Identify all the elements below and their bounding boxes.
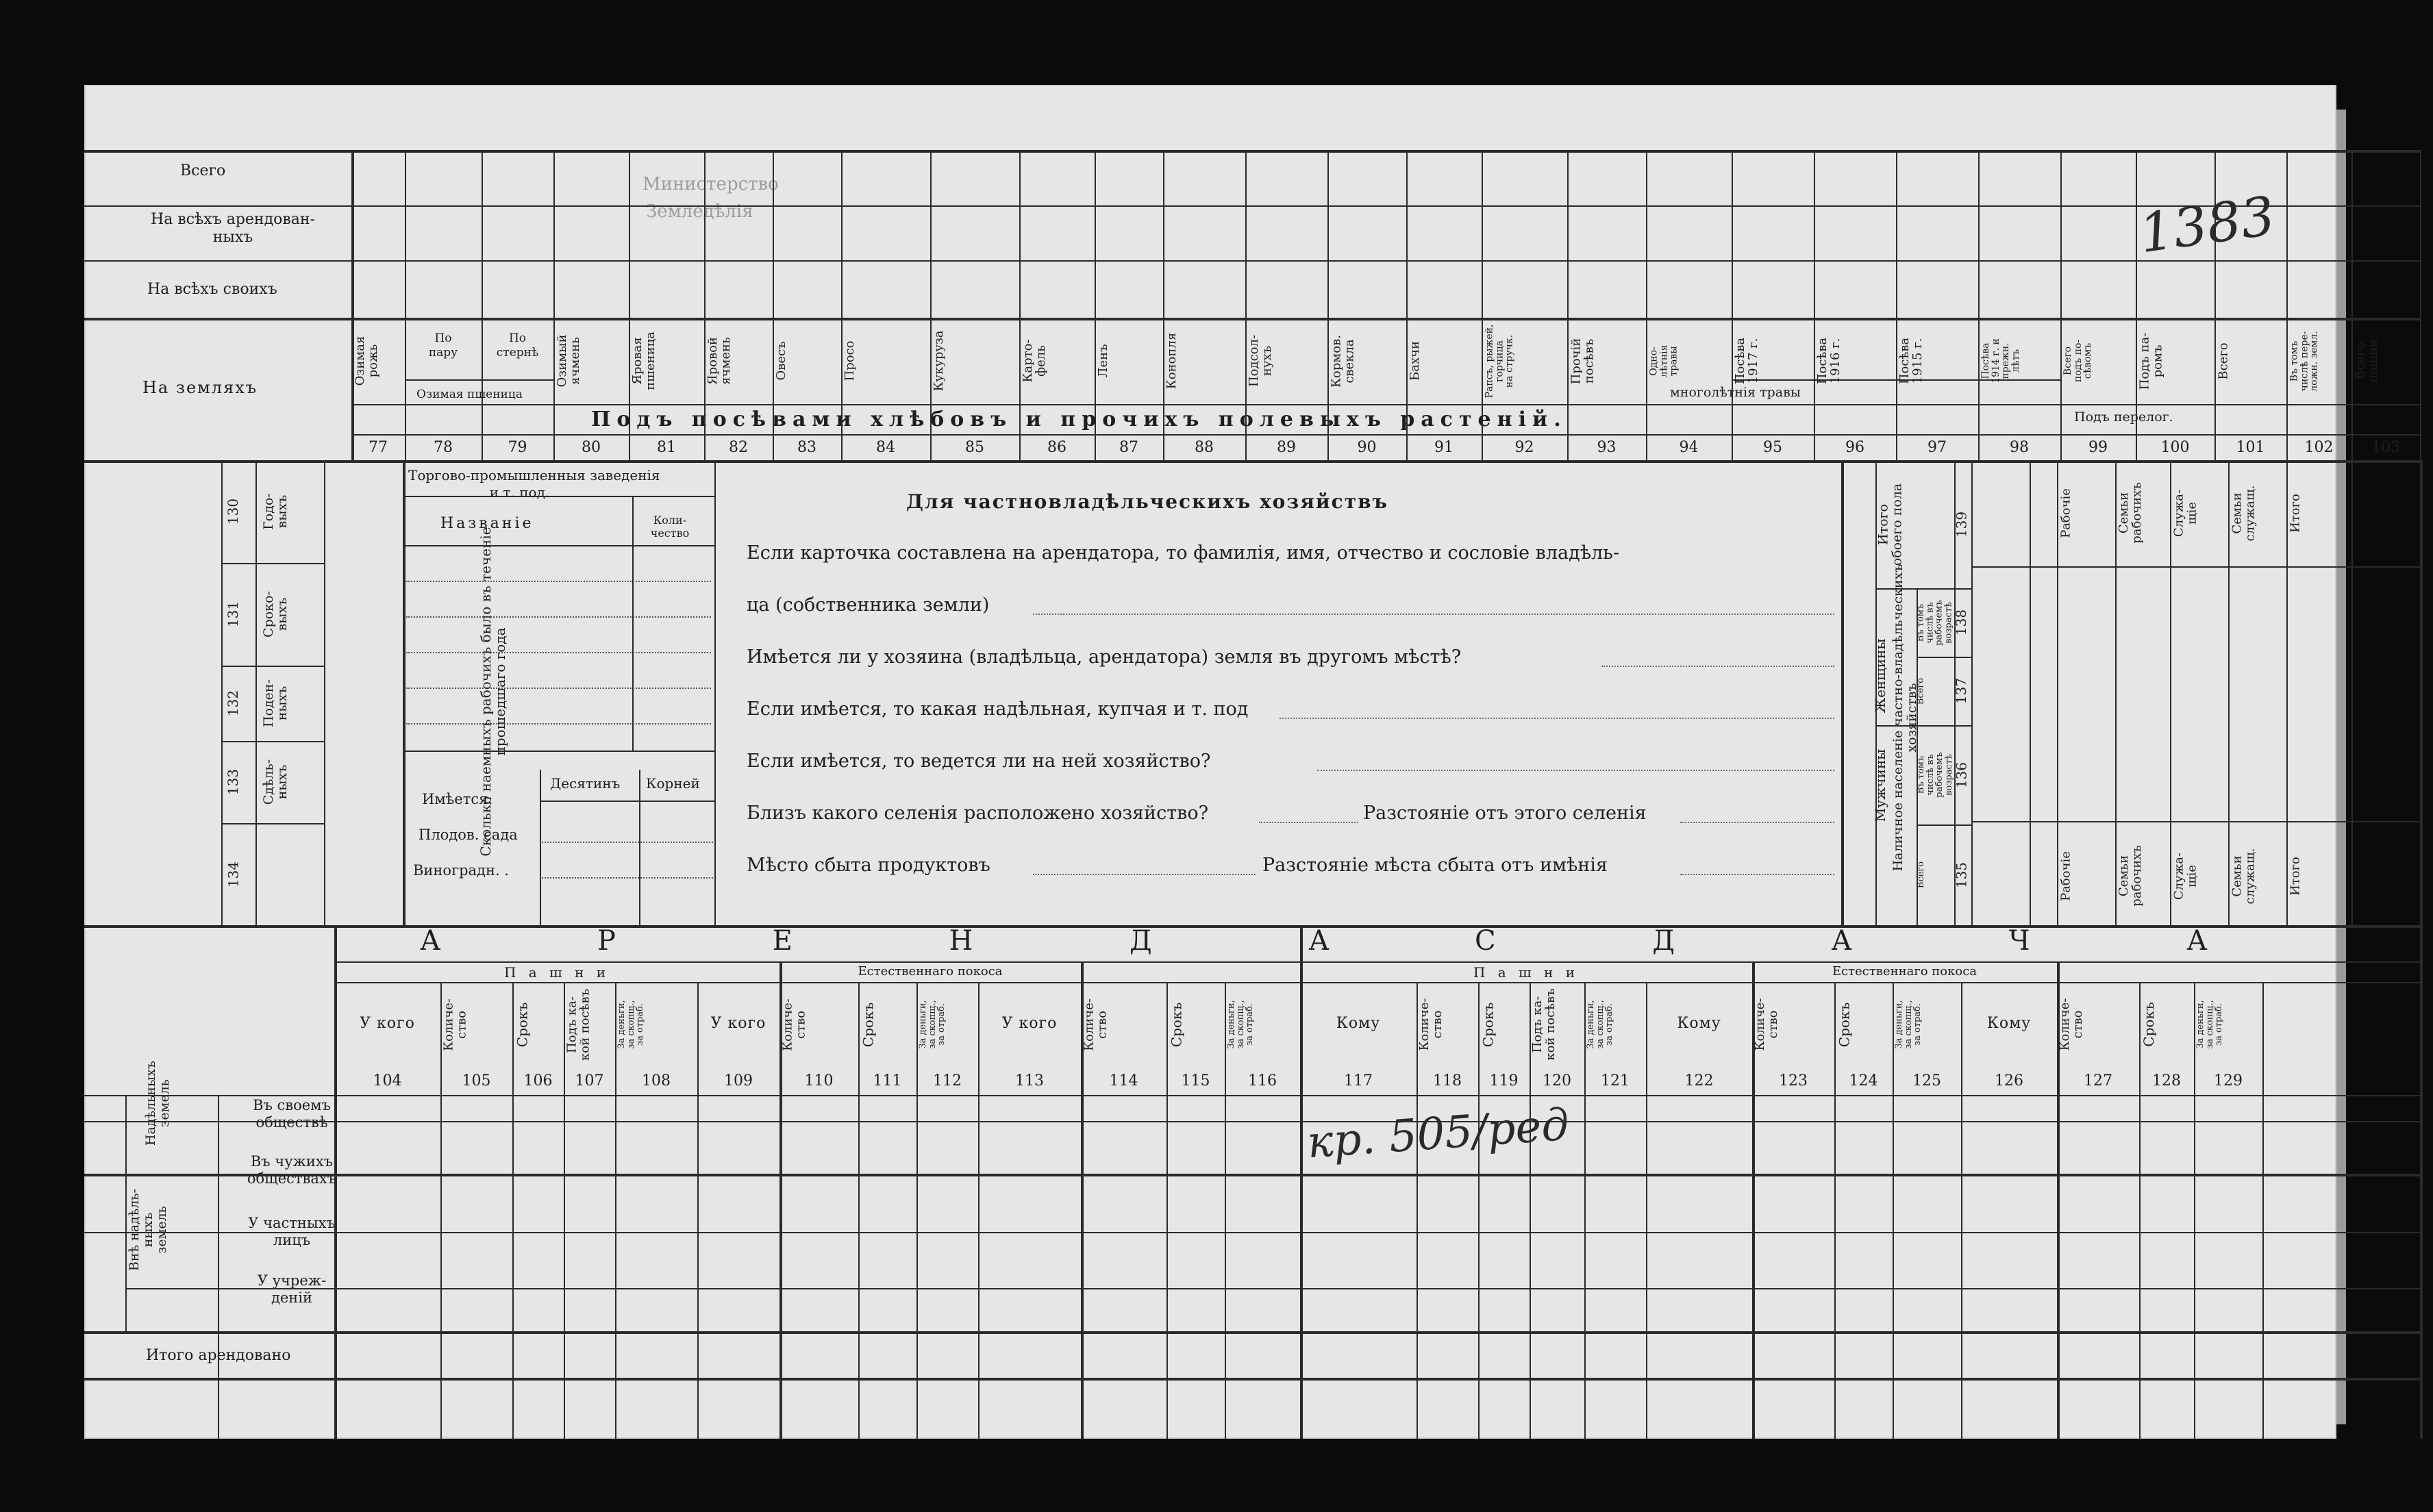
lease-col-105-label: Количе- ство [441, 998, 469, 1051]
crop-col-96-number: 96 [1845, 439, 1864, 456]
private-line-6a: Близъ какого селенія расположено хозяйство? [747, 803, 1209, 824]
col-line [1163, 150, 1164, 460]
crop-col-88-number: 88 [1195, 439, 1214, 456]
crop-col-100-label: Подъ па- ромъ [2137, 332, 2164, 390]
pod-perelog-label: Подъ перелог. [2074, 410, 2173, 425]
lease-col [978, 982, 980, 1439]
lease-col-117-label: Кому [1336, 1015, 1381, 1032]
col-line [773, 150, 774, 460]
lease-col [1646, 982, 1647, 1439]
handwritten-page-number: 1383 [2135, 185, 2279, 266]
right-col-top-1: Семьи рабочихъ [2117, 482, 2144, 544]
row-line [84, 1121, 2420, 1122]
lease-col-129-number: 129 [2214, 1072, 2243, 1089]
orch-col [639, 770, 640, 925]
crop-col-78-label: По пару [428, 331, 458, 360]
lease-col [1893, 982, 1894, 1439]
hired-workers-title: Сколько наемныхъ рабочихъ было въ теченіе прошедшаго года [477, 527, 508, 857]
lease-col-118-label: Количе- ство [1417, 998, 1445, 1051]
lease-col-127-label: Количе- ство [2058, 998, 2085, 1051]
lease-col-119-number: 119 [1489, 1072, 1519, 1089]
vne-nadel-label: Внѣ надѣль- ныхъ земель [127, 1188, 169, 1272]
lease-col-106-number: 106 [523, 1072, 553, 1089]
torg-row-dotted [406, 616, 711, 618]
lease-col [1225, 982, 1226, 1439]
lease-col-106-label: Срокъ [514, 1002, 530, 1047]
census-card [84, 85, 2400, 1439]
private-title: Для частновладѣльческихъ хозяйствъ [906, 490, 1389, 513]
crop-col-99-number: 99 [2088, 439, 2108, 456]
plodov-sada-label: Плодов. сада [419, 827, 518, 843]
crop-col-93-number: 93 [1597, 439, 1617, 456]
crop-col-77-number: 77 [369, 439, 388, 456]
lease-col [697, 982, 699, 1439]
col-line [2136, 150, 2137, 460]
torg-row-dotted [406, 688, 711, 689]
lease-col-115-label: Срокъ [1168, 1002, 1184, 1047]
orch-col [540, 770, 541, 925]
crop-col-102-number: 102 [2304, 439, 2334, 456]
zhenshchiny-label: Женщины [1872, 638, 1888, 714]
private-line-1: Если карточка составлена на арендатора, то фамилія, имя, отчество и сословіе владѣль- [747, 542, 1619, 564]
crop-col-83-number: 83 [797, 439, 816, 456]
hired-row-line [221, 823, 324, 824]
torg-row-dotted [406, 581, 711, 582]
col-line [1646, 150, 1647, 460]
col-line [1019, 150, 1021, 460]
arenda-heading: А Р Е Н Д А [420, 925, 1403, 957]
lease-col [1834, 982, 1836, 1439]
sub-line [405, 379, 553, 381]
hired-col-134-number: 134 [225, 861, 241, 887]
pop-line [1875, 588, 1971, 590]
desyatin-header: Десятинъ [550, 775, 621, 792]
top-border [84, 150, 2420, 153]
crop-col-88-label: Конопля [1164, 332, 1179, 390]
row-line [84, 260, 2420, 262]
crop-col-81-number: 81 [657, 439, 676, 456]
orch-row-dotted [542, 842, 713, 843]
crop-col-97-number: 97 [1927, 439, 1947, 456]
lease-col [2139, 982, 2141, 1439]
lease-col-108-label: За деньги, за скопщ., за отраб. [616, 1000, 646, 1049]
crop-col-87-label: Ленъ [1096, 344, 1110, 378]
crop-col-92-number: 92 [1514, 439, 1534, 456]
crop-col-90-number: 90 [1357, 439, 1377, 456]
farm-run-field[interactable] [1317, 770, 1834, 771]
pop-col-139-number: 139 [1953, 511, 1969, 538]
lease-col-129-label: За деньги, за скопщ., за отраб. [2195, 1000, 2225, 1049]
lease-col-114-label: Количе- ство [1082, 998, 1109, 1051]
mnogoletnie-travy-label: многолѣтнія травы [1670, 385, 1801, 400]
crop-col-91-number: 91 [1434, 439, 1453, 456]
crop-col-98-number: 98 [2010, 439, 2029, 456]
lease-col-126-number: 126 [1995, 1072, 2023, 1089]
land-type-field[interactable] [1280, 718, 1834, 719]
mid-col [255, 460, 257, 925]
lease-col [1417, 982, 1418, 1439]
crop-col-82-number: 82 [729, 439, 748, 456]
pop-col [1971, 460, 1973, 588]
korney-header: Корней [646, 775, 700, 792]
crop-col-94-number: 94 [1679, 439, 1699, 456]
lease-col-121-number: 121 [1601, 1072, 1630, 1089]
lease-col [1478, 982, 1480, 1439]
lease-col-107-number: 107 [575, 1072, 604, 1089]
row-line [84, 1174, 2420, 1176]
group-line [334, 961, 2420, 963]
orch-row-dotted [542, 877, 713, 879]
lease-col-104-label: У кого [360, 1015, 415, 1032]
crop-col-89-label: Подсол- нухъ [1247, 334, 1274, 388]
row-svoikh-label: На всѣхъ своихъ [147, 281, 277, 298]
lease-col-124-number: 124 [1849, 1072, 1878, 1089]
crop-col-91-label: Бахчи [1408, 341, 1422, 381]
crop-col-79-number: 79 [508, 439, 527, 456]
crop-col-95-label: Посѣва 1917 г. [1733, 337, 1760, 385]
lease-col [1752, 982, 1754, 1439]
crop-col-100-number: 100 [2160, 439, 2190, 456]
lease-col [2262, 982, 2264, 1439]
pop-col-138-label: Въ томъ числѣ въ рабочемъ возрастѣ [1915, 599, 1954, 646]
arenda-estestv-label: Естественнаго покоса [858, 964, 1003, 979]
col-line [704, 150, 706, 460]
village-field[interactable] [1259, 822, 1358, 823]
row-line [84, 1331, 2420, 1334]
hired-col-133-label: Сдѣль- ныхъ [261, 759, 290, 805]
lease-col-128-number: 128 [2152, 1072, 2181, 1089]
mid-col [324, 460, 325, 925]
col-line [2420, 150, 2421, 460]
col-line [351, 150, 354, 460]
sub-line [2214, 404, 2351, 405]
right-col-top-3: Семьи служащ. [2230, 485, 2257, 541]
col-line [841, 150, 843, 460]
crop-col-98-label: Посѣва 1914 г. и прежн. лѣтъ [1980, 338, 2022, 383]
lease-col [512, 982, 514, 1439]
ozimaya-pshenitsa-label: Озимая пшеница [416, 388, 523, 401]
mid-col [403, 460, 406, 925]
lease-col-112-number: 112 [933, 1072, 962, 1089]
arenda-pashni-label: П а ш н и [503, 964, 610, 981]
pop-col-136-number: 136 [1953, 761, 1969, 788]
bottom-row-2-label: Въ чужихъ обществахъ [247, 1153, 337, 1187]
lease-col-126-label: Кому [1986, 1015, 2032, 1032]
village-distance-field[interactable] [1680, 822, 1834, 823]
pop-col [1971, 588, 1973, 925]
vinogradnik-label: Виноградн. . [413, 862, 509, 879]
hired-col-132-label: Поден- ныхъ [261, 679, 290, 728]
col-line [1327, 150, 1329, 460]
hired-row-line [221, 741, 324, 742]
hired-col-131-label: Сроко- выхъ [261, 591, 290, 638]
hired-col-133-number: 133 [225, 768, 241, 796]
lease-col-125-number: 125 [1912, 1072, 1941, 1089]
lease-col-110-number: 110 [804, 1072, 834, 1089]
lease-col-123-number: 123 [1779, 1072, 1808, 1089]
lease-col-107-label: Подъ ка- кой посѣвъ [564, 988, 592, 1061]
row-na-zemlyakh-label: На земляхъ [142, 378, 258, 397]
crop-col-90-label: Кормов. свекла [1329, 334, 1356, 388]
col-line [405, 150, 406, 460]
nadel-zemel-label: Надѣльныхъ земель [143, 1060, 172, 1146]
lease-col [1300, 982, 1301, 1439]
bottom-col [125, 1095, 127, 1331]
sdacha-pashni-label: П а ш н и [1473, 964, 1580, 981]
right-col-bottom-1: Семьи рабочихъ [2117, 845, 2144, 907]
lease-col-105-number: 105 [462, 1072, 491, 1089]
crop-col-82-label: Яровой ячмень [706, 337, 733, 385]
lease-col-111-label: Срокъ [860, 1002, 876, 1047]
handwritten-note: кр. 505/ред [1305, 1099, 1571, 1169]
lease-col-127-number: 127 [2084, 1072, 2112, 1089]
col-line [1482, 150, 1483, 460]
lease-col-111-number: 111 [873, 1072, 902, 1089]
nazvanie-header: Названіе [440, 515, 534, 532]
lease-col-114-number: 114 [1109, 1072, 1138, 1089]
lease-col-124-label: Срокъ [1836, 1002, 1852, 1047]
right-col-bottom-0: Рабочіе [2058, 850, 2073, 901]
lease-col-104-number: 104 [373, 1072, 402, 1089]
col-line [1567, 150, 1569, 460]
pop-col-136-label: Въ томъ числѣ въ рабочемъ возрастѣ [1915, 752, 1954, 798]
col-line [2286, 150, 2288, 460]
crop-col-99-label: Всего подъ по- сѣвомъ [2062, 339, 2094, 383]
lease-col-121-label: За деньги, за скопщ., за отраб. [1586, 1000, 1615, 1049]
right-col-top-4: Итого [2288, 493, 2302, 533]
lease-col-112-label: За деньги, за скопщ., за отраб. [918, 1000, 947, 1049]
lease-col-115-number: 115 [1181, 1072, 1210, 1089]
stamp-line-1: Министерство [642, 174, 779, 194]
lease-col-116-number: 116 [1248, 1072, 1277, 1089]
col-line [1406, 150, 1408, 460]
crop-col-94-label: Одно- лѣтнія травы [1648, 344, 1680, 377]
lease-col-122-number: 122 [1684, 1072, 1714, 1089]
right-col-top-2: Служа- щіе [2171, 489, 2199, 537]
col-line [930, 150, 932, 460]
crop-col-89-number: 89 [1277, 439, 1296, 456]
bottom-row-3-label: У частныхъ лицъ [248, 1215, 336, 1249]
row-line [351, 434, 2420, 436]
lease-col [615, 982, 616, 1439]
row-line [84, 1378, 2420, 1381]
crop-col-103-label: Всего пашни [2353, 339, 2380, 383]
crop-col-85-number: 85 [965, 439, 984, 456]
crop-col-93-label: Прочій посѣвъ [1569, 338, 1596, 384]
pop-col-137-number: 137 [1953, 677, 1969, 705]
row-line [351, 404, 2420, 405]
pop-line [1917, 657, 1971, 658]
private-line-4: Если имѣется, то какая надѣльная, купчая и т. под [747, 698, 1249, 720]
mid-col [1841, 460, 1844, 925]
row-vsego-label: Всего [180, 162, 226, 179]
private-line-2: ца (собственника земли) [747, 594, 990, 616]
market-distance-field[interactable] [1680, 874, 1834, 875]
bottom-row-4-label: У учреж- деній [257, 1272, 327, 1307]
sdacha-estestv-label: Естественнаго покоса [1832, 964, 1977, 979]
pop-col-137-label: Всего [1915, 677, 1926, 705]
num-line [84, 1095, 2420, 1096]
lease-col-117-number: 117 [1344, 1072, 1373, 1089]
crop-col-86-label: Карто- фель [1021, 339, 1048, 383]
crop-col-79-label: По стернѣ [496, 331, 539, 360]
mid-col [632, 496, 634, 751]
crop-col-101-label: Всего [2216, 342, 2230, 380]
torg-line [403, 545, 714, 546]
torg-row-dotted [406, 652, 711, 653]
crop-col-103-number: 103 [2371, 439, 2400, 456]
pop-col-138-number: 138 [1953, 609, 1969, 636]
crop-col-81-label: Яровая пшеница [630, 331, 658, 390]
bottom-col [334, 925, 337, 1439]
torg-line [403, 496, 714, 497]
bottom-col [218, 1095, 219, 1439]
private-line-7a: Мѣсто сбыта продуктовъ [747, 855, 990, 876]
col-line [1814, 150, 1815, 460]
hired-col-132-number: 132 [225, 690, 241, 717]
lease-col-109-number: 109 [724, 1072, 753, 1089]
col-line [2060, 150, 2062, 460]
stamp-line-2: Земледѣлія [646, 201, 753, 222]
crop-col-78-number: 78 [434, 439, 453, 456]
kolichestvo-header: Коли- чество [650, 514, 690, 540]
lease-col [1961, 982, 1962, 1439]
bottom-col [2420, 925, 2423, 1439]
crop-col-83-label: Овесъ [774, 341, 788, 381]
sdacha-heading: С Д А Ч А [1475, 925, 2282, 957]
crop-col-101-number: 101 [2236, 439, 2265, 456]
lease-col-108-number: 108 [642, 1072, 671, 1089]
right-col [2351, 460, 2353, 925]
lease-col [1584, 982, 1586, 1439]
crop-col-92-label: Рапсъ, рыжей, горчица на стручк. [1484, 324, 1515, 398]
hired-col-130-label: Годо- выхъ [261, 493, 290, 530]
population-title: Наличное населеніе частно-владѣльческихъ хозяйствъ [1891, 564, 1919, 872]
crop-col-85-label: Кукуруза [932, 330, 946, 392]
crop-col-80-number: 80 [582, 439, 601, 456]
lease-col-110-label: Количе- ство [780, 998, 808, 1051]
col-line [1095, 150, 1096, 460]
row-line [84, 1232, 2420, 1233]
lease-col-113-number: 113 [1015, 1072, 1044, 1089]
sheet-edge [2336, 110, 2346, 1424]
crop-col-84-number: 84 [876, 439, 895, 456]
crop-col-96-label: Посѣва 1916 г. [1815, 337, 1843, 385]
right-col-bottom-4: Итого [2288, 856, 2302, 896]
lease-col-122-label: Кому [1677, 1015, 1721, 1032]
crop-col-86-number: 86 [1047, 439, 1066, 456]
owner-name-field[interactable] [1033, 614, 1834, 615]
crop-col-95-number: 95 [1763, 439, 1782, 456]
col-line [629, 150, 630, 460]
torg-line [403, 751, 714, 752]
row-line [125, 1288, 2420, 1289]
crop-col-97-label: Посѣва 1915 г. [1897, 337, 1925, 385]
pop-col-135-number: 135 [1953, 861, 1969, 888]
col-line [482, 150, 483, 460]
group-line [334, 982, 2420, 983]
right-line [1971, 566, 2420, 568]
col-line [1978, 150, 1980, 460]
itogo-arendovano-label: Итого арендовано [146, 1347, 291, 1364]
market-field[interactable] [1033, 874, 1256, 875]
pop-col-135-label: Всего [1915, 861, 1926, 889]
mid-col [2420, 460, 2423, 925]
pop-line [1917, 824, 1971, 826]
bottom-row-1-label: Въ своемъ обществѣ [253, 1097, 331, 1131]
lease-col [2194, 982, 2195, 1439]
crop-col-77-label: Озимая рожь [353, 336, 380, 386]
hired-col-131-number: 131 [225, 601, 241, 628]
col-line [553, 150, 555, 460]
lease-col-120-number: 120 [1543, 1072, 1571, 1089]
crop-col-87-number: 87 [1119, 439, 1138, 456]
lease-col-109-label: У кого [710, 1015, 766, 1032]
right-col-bottom-2: Служа- щіе [2171, 852, 2199, 900]
lease-col-120-label: Подъ ка- кой посѣвъ [1530, 988, 1558, 1061]
crop-col-102-label: Въ томъ числѣ пере- ложн. земл. [2288, 330, 2320, 392]
lease-col-113-label: У кого [1001, 1015, 1058, 1032]
muzhchiny-label: Мужчины [1872, 748, 1888, 822]
other-land-field[interactable] [1601, 666, 1834, 667]
pod-posevami-heading: Подъ посѣвами хлѣбовъ и прочихъ полевыхъ растеній. [591, 407, 1567, 431]
col-line [1896, 150, 1897, 460]
private-line-7b: Разстояніе мѣста сбыта отъ имѣнія [1262, 855, 1608, 876]
lease-col [2057, 982, 2058, 1439]
col-line [1732, 150, 1733, 460]
hired-row-line [221, 563, 324, 564]
lease-col-116-label: За деньги, за скопщ., за отраб. [1226, 1000, 1256, 1049]
orch-line [540, 801, 714, 802]
hired-col-130-number: 130 [225, 498, 241, 525]
hired-row-line [221, 666, 324, 667]
mid-col [714, 460, 716, 925]
col-line [2351, 150, 2353, 460]
col-line [1245, 150, 1247, 460]
lease-col-118-number: 118 [1433, 1072, 1462, 1089]
lease-col-125-label: За деньги, за скопщ., за отраб. [1894, 1000, 1923, 1049]
lease-col-128-label: Срокъ [2141, 1002, 2157, 1047]
private-line-5: Если имѣется, то ведется ли на ней хозяйство? [747, 751, 1211, 772]
lease-col [858, 982, 860, 1439]
private-line-6b: Разстояніе отъ этого селенія [1363, 803, 1647, 824]
imeetsya-label: Имѣется: [422, 791, 493, 807]
lease-col [1166, 982, 1168, 1439]
right-line [1971, 821, 2420, 822]
pop-line [1875, 725, 1971, 727]
private-line-3: Имѣется ли у хозяина (владѣльца, арендатора) земля въ другомъ мѣстѣ? [747, 646, 1462, 668]
row-line [84, 205, 2420, 207]
row-arend-label: На всѣхъ арендован- ныхъ [151, 211, 315, 247]
right-col-top-0: Рабочіе [2058, 488, 2073, 538]
torg-row-dotted [406, 723, 711, 724]
right-col-bottom-3: Семьи служащ. [2230, 848, 2257, 904]
lease-col-123-label: Количе- ство [1753, 998, 1780, 1051]
crop-col-84-label: Просо [843, 340, 857, 381]
crop-col-80-label: Озимый ячмень [555, 334, 582, 388]
lease-col-119-label: Срокъ [1480, 1002, 1496, 1047]
col-line [2214, 150, 2216, 460]
right-col [2030, 460, 2031, 925]
mid-col [221, 460, 223, 925]
pop-col-139-label: Итого обоего пола [1875, 483, 1904, 566]
lease-col [916, 982, 918, 1439]
torg-prom-title: Торгово-промышленныя заведенія и т. под. [408, 467, 660, 501]
